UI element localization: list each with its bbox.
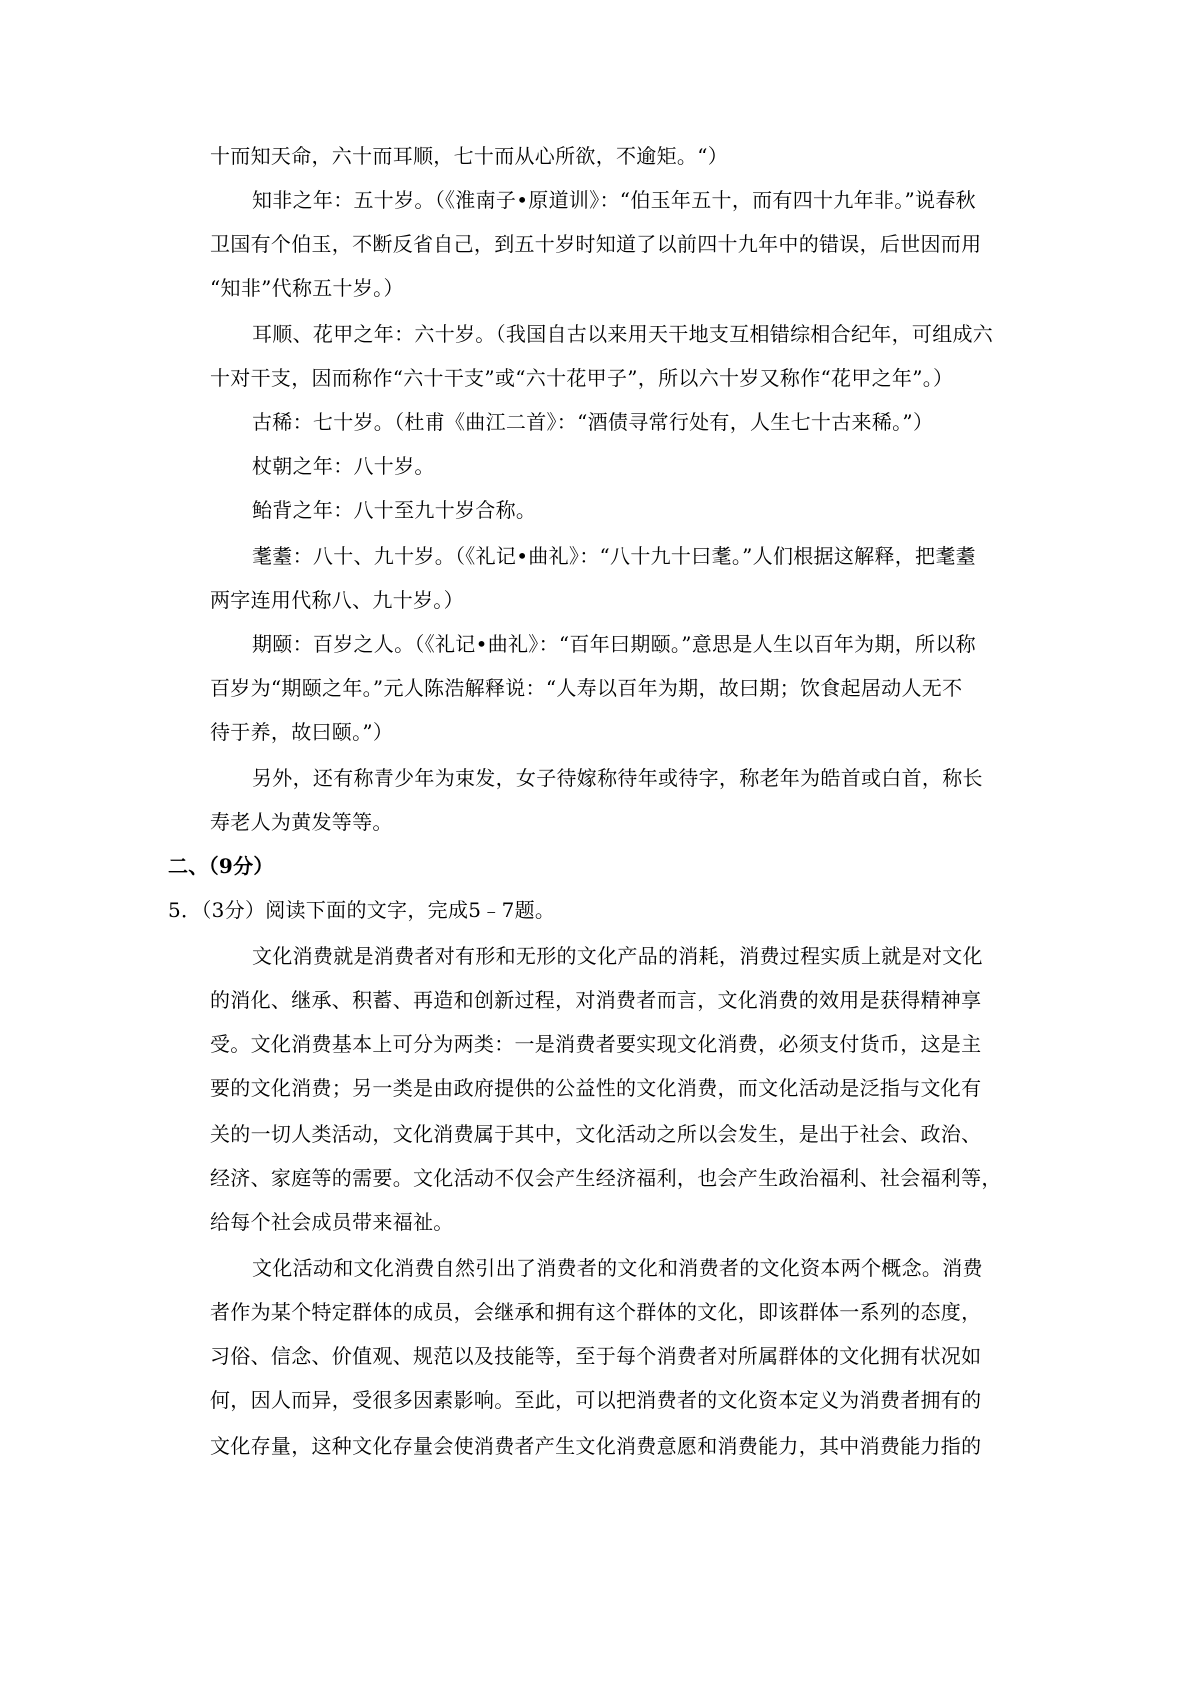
text-line: 鲐背之年：八十至九十岁合称。 [252,498,537,522]
text-line: “知非”代称五十岁。） [210,276,404,300]
text-line: 十对干支，因而称作“六十干支”或“六十花甲子”，所以六十岁又称作“花甲之年”。） [210,366,954,390]
text-line: 给每个社会成员带来福祉。 [210,1210,454,1234]
text-line: 要的文化消费；另一类是由政府提供的公益性的文化消费，而文化活动是泛指与文化有 [210,1076,982,1100]
text-line: 耳顺、花甲之年：六十岁。（我国自古以来用天干地支互相错综相合纪年，可组成六 [252,322,994,346]
text-line: 十而知天命，六十而耳顺，七十而从心所欲，不逾矩。“） [210,144,729,168]
text-line: 文化活动和文化消费自然引出了消费者的文化和消费者的文化资本两个概念。消费 [252,1256,983,1280]
section-heading: 二、（9分） [168,854,274,878]
text-line: 杖朝之年：八十岁。 [252,454,435,478]
text-line: 经济、家庭等的需要。文化活动不仅会产生经济福利，也会产生政治福利、社会福利等， [210,1166,1002,1190]
text-line: 两字连用代称八、九十岁。） [210,588,464,612]
text-line: 的消化、继承、积蓄、再造和创新过程，对消费者而言，文化消费的效用是获得精神享 [210,988,982,1012]
text-line: 习俗、信念、价值观、规范以及技能等，至于每个消费者对所属群体的文化拥有状况如 [210,1344,982,1368]
text-line: 另外，还有称青少年为束发，女子待嫁称待年或待字，称老年为皓首或白首，称长 [252,766,983,790]
text-line: 耄耋：八十、九十岁。（《礼记•曲礼》：“八十九十曰耄。”人们根据这解释，把耄耋 [252,544,976,568]
text-line: 文化存量，这种文化存量会使消费者产生文化消费意愿和消费能力，其中消费能力指的 [210,1434,982,1458]
question-stem: 5．（3分）阅读下面的文字，完成5﹣7题。 [168,898,556,922]
text-line: 何，因人而异，受很多因素影响。至此，可以把消费者的文化资本定义为消费者拥有的 [210,1388,982,1412]
text-line: 寿老人为黄发等等。 [210,810,393,834]
text-line: 待于养，故曰颐。”） [210,720,394,744]
text-line: 卫国有个伯玉，不断反省自己，到五十岁时知道了以前四十九年中的错误，后世因而用 [210,232,982,256]
text-line: 文化消费就是消费者对有形和无形的文化产品的消耗，消费过程实质上就是对文化 [252,944,983,968]
text-line: 知非之年：五十岁。（《淮南子•原道训》：“伯玉年五十，而有四十九年非。”说春秋 [252,188,976,212]
text-line: 古稀：七十岁。（杜甫《曲江二首》：“酒债寻常行处有，人生七十古来稀。”） [252,410,934,434]
text-line: 者作为某个特定群体的成员，会继承和拥有这个群体的文化，即该群体一系列的态度， [210,1300,982,1324]
text-line: 受。文化消费基本上可分为两类：一是消费者要实现文化消费，必须支付货币，这是主 [210,1032,982,1056]
text-line: 关的一切人类活动，文化消费属于其中，文化活动之所以会发生，是出于社会、政治、 [210,1122,982,1146]
text-line: 期颐：百岁之人。（《礼记•曲礼》：“百年曰期颐。”意思是人生以百年为期，所以称 [252,632,976,656]
text-line: 百岁为“期颐之年。”元人陈浩解释说：“人寿以百年为期，故曰期；饮食起居动人无不 [210,676,963,700]
